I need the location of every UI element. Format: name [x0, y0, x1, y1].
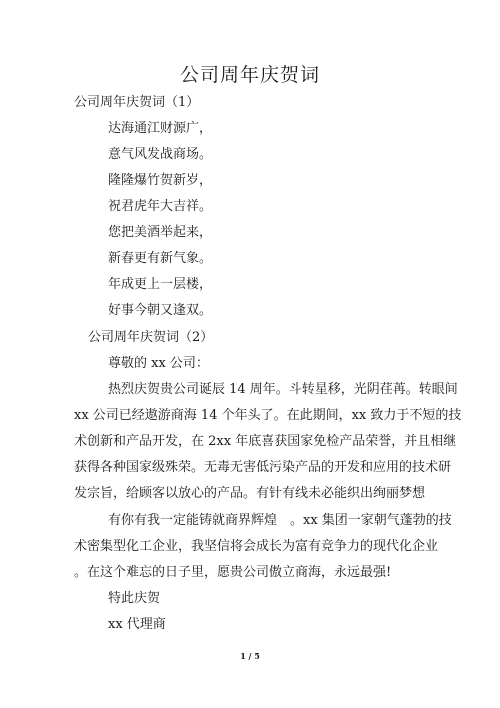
signature-line: xx 代理商: [108, 617, 166, 632]
paragraph-line: 热烈庆贺贵公司诞辰 14 周年。斗转星移，光阴荏苒。转眼间: [108, 382, 458, 397]
poem-line: 新春更有新气象。: [108, 251, 213, 266]
paragraph-line: 获得各种国家级殊荣。无毒无害低污染产品的开发和应用的技术研: [74, 460, 452, 475]
poem-line: 祝君虎年大吉祥。: [108, 199, 213, 214]
greeting-line: 尊敬的 xx 公司：: [108, 356, 209, 371]
section1-heading: 公司周年庆贺词（1）: [74, 95, 200, 110]
document-title: 公司周年庆贺词: [179, 64, 320, 86]
paragraph-line: 发宗旨，给顾客以放心的产品。有针有线未必能织出绚丽梦想: [74, 486, 426, 501]
paragraph-line: xx 公司已经遨游商海 14 个年头了。在此期间，xx 致力于不短的技: [74, 408, 462, 423]
paragraph-line: 有你有我一定能铸就商界辉煌 。xx 集团一家朝气蓬勃的技: [108, 513, 452, 528]
poem-line: 达海通江财源广，: [108, 121, 213, 136]
poem-line: 年成更上一层楼，: [108, 277, 213, 292]
paragraph-line: 。在这个难忘的日子里，愿贵公司傲立商海，永远最强!: [74, 565, 392, 580]
poem-line: 意气风发战商场。: [108, 147, 213, 162]
page-number: 1 / 5: [240, 651, 260, 661]
poem-line: 隆隆爆竹贺新岁，: [108, 173, 213, 188]
section2-heading: 公司周年庆贺词（2）: [88, 330, 214, 345]
paragraph-line: 术密集型化工企业，我坚信将会成长为富有竞争力的现代化企业: [74, 539, 439, 554]
poem-line: 好事今朝又逢双。: [108, 303, 213, 318]
poem-line: 您把美酒举起来，: [108, 225, 213, 240]
closing-line: 特此庆贺: [108, 591, 161, 606]
paragraph-line: 术创新和产品开发，在 2xx 年底喜获国家免检产品荣誉，并且相继: [74, 434, 457, 449]
